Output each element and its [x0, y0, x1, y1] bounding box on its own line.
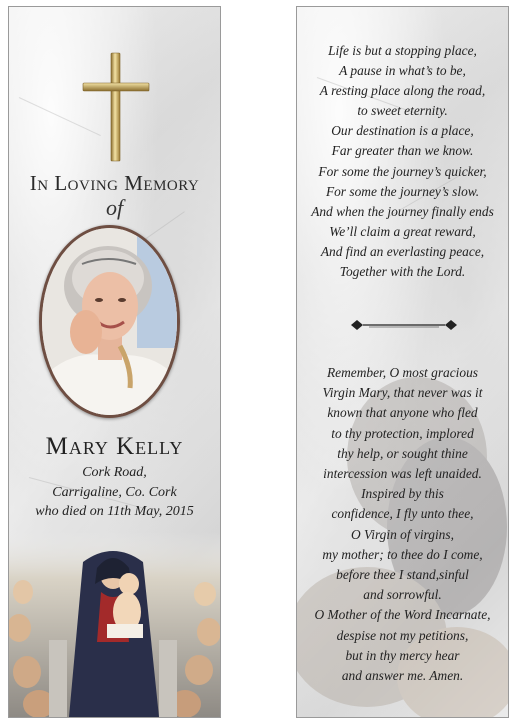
- death-date-line: who died on 11th May, 2015: [35, 504, 194, 519]
- prayer-line: and sorrowful.: [363, 587, 442, 603]
- of-text: of: [105, 195, 124, 220]
- poem-line: to sweet eternity.: [357, 103, 448, 119]
- address-line: Cork Road,: [82, 465, 147, 480]
- prayer-line: confidence, I fly unto thee,: [331, 506, 474, 522]
- ornamental-divider-icon: [349, 318, 459, 332]
- poem-line: A pause in what’s to be,: [339, 63, 466, 79]
- poem-line: And when the journey finally ends: [311, 203, 494, 219]
- prayer-line: my mother; to thee do I come,: [322, 546, 483, 562]
- poem-line: Together with the Lord.: [339, 264, 466, 280]
- poem: [297, 41, 508, 282]
- prayer-line: before thee I stand,sinful: [336, 567, 469, 583]
- address-line: Carrigaline, Co. Cork: [52, 484, 177, 500]
- prayer-line: to thy protection, implored: [331, 425, 474, 441]
- prayer-line: Inspired by this: [361, 486, 444, 502]
- poem-line: For some the journey’s slow.: [325, 183, 480, 199]
- poem-line: Life is but a stopping place,: [328, 43, 477, 58]
- gold-cross-icon: [81, 51, 151, 163]
- poem-line: And find an everlasting peace,: [320, 243, 485, 259]
- prayer-line: O Virgin of virgins,: [351, 526, 454, 542]
- poem-line: Our destination is a place,: [331, 123, 474, 139]
- prayer-line: Virgin Mary, that never was it: [322, 385, 483, 401]
- address-block: [9, 463, 220, 522]
- front-bookmark: [8, 6, 221, 718]
- poem-line: Far greater than we know.: [331, 143, 474, 159]
- portrait-photo: [42, 228, 177, 415]
- prayer-line: intercession was left unaided.: [323, 466, 482, 482]
- memorare-prayer: [297, 363, 508, 686]
- madonna-painting: [9, 532, 220, 717]
- poem-line: A resting place along the road,: [319, 83, 486, 99]
- prayer-line: thy help, or sought thine: [337, 445, 468, 461]
- prayer-line: O Mother of the Word Incarnate,: [314, 607, 491, 623]
- prayer-line: but in thy mercy hear: [345, 647, 460, 663]
- back-bookmark: [296, 6, 509, 718]
- in-loving-memory-heading: In Loving Memory: [29, 171, 200, 195]
- prayer-line: and answer me. Amen.: [341, 668, 464, 684]
- prayer-line: known that anyone who fled: [327, 405, 478, 421]
- prayer-line: despise not my petitions,: [336, 627, 469, 643]
- prayer-line: Remember, O most gracious: [327, 365, 478, 380]
- poem-line: For some the journey’s quicker,: [318, 163, 487, 179]
- poem-line: We’ll claim a great reward,: [329, 223, 476, 239]
- portrait-frame: [39, 225, 180, 418]
- deceased-name: Mary Kelly: [45, 433, 184, 460]
